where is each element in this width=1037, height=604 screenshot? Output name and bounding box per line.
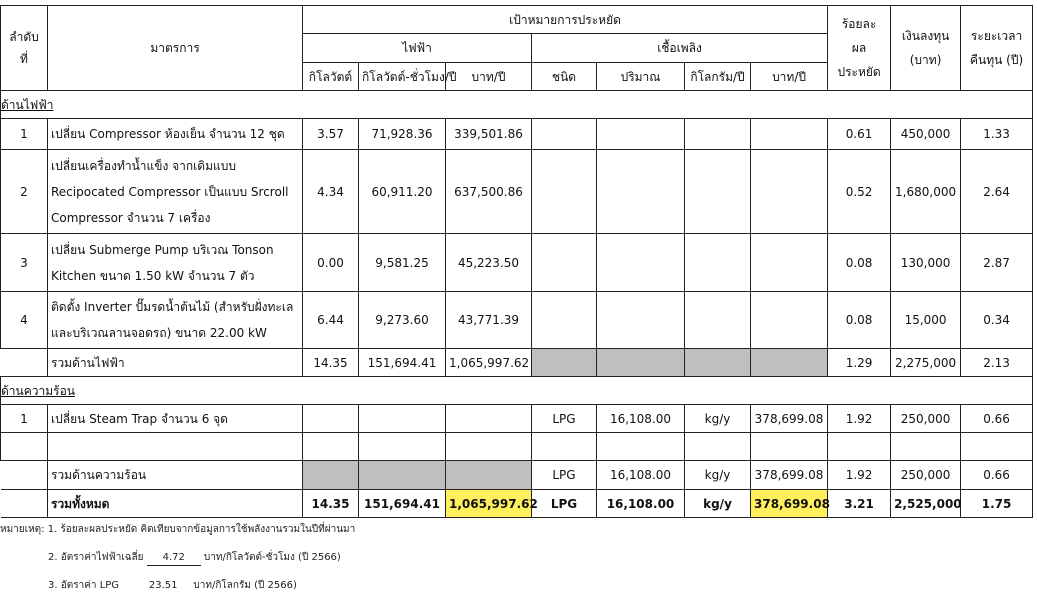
row-invest: 15,000 — [891, 292, 961, 349]
table-row-empty — [1, 433, 1033, 461]
grand-total-payback: 1.75 — [961, 490, 1033, 518]
row-kw: 6.44 — [303, 292, 359, 349]
row-kwh: 71,928.36 — [359, 119, 446, 150]
grand-total-percent: 3.21 — [828, 490, 891, 518]
row-measure: เปลี่ยนเครื่องทำน้ำแข็ง จากเดิมแบบ Recipocated Compressor เป็นแบบ Srcroll Compressor จำนวน 7 เครื่อง — [48, 150, 303, 234]
row-baht: 43,771.39 — [446, 292, 532, 349]
row-measure: เปลี่ยน Steam Trap จำนวน 6 จุด — [48, 405, 303, 433]
note-3-value: 23.51 — [148, 580, 178, 591]
grand-total-kw: 14.35 — [303, 490, 359, 518]
grand-total-type: LPG — [532, 490, 597, 518]
footnotes — [0, 520, 355, 604]
table-row — [1, 150, 1033, 234]
row-kwh: 9,581.25 — [359, 234, 446, 292]
row-invest: 250,000 — [891, 405, 961, 433]
header-measure: มาตรการ — [48, 6, 303, 91]
row-no: 4 — [1, 292, 48, 349]
energy-savings-table — [0, 5, 1033, 518]
grand-total-label: รวมทั้งหมด — [48, 490, 303, 518]
row-no: 1 — [1, 405, 48, 433]
electric-total-percent: 1.29 — [828, 349, 891, 377]
note-2-value: 4.72 — [147, 551, 201, 566]
subheader-baht-fuel: บาท/ปี — [751, 63, 828, 91]
note-3-unit: บาท/กิโลกรัม (ปี 2566) — [193, 580, 297, 591]
row-measure: เปลี่ยน Compressor ห้องเย็น จำนวน 12 ชุด — [48, 119, 303, 150]
heat-total-unit: kg/y — [685, 461, 751, 490]
row-kwh: 9,273.60 — [359, 292, 446, 349]
header-no: ลำดับ ที่ — [1, 6, 48, 91]
table-row — [1, 405, 1033, 433]
row-percent: 0.08 — [828, 292, 891, 349]
electric-total-payback: 2.13 — [961, 349, 1033, 377]
electric-total-kw: 14.35 — [303, 349, 359, 377]
header-invest: เงินลงทุน (บาท) — [891, 6, 961, 91]
subheader-kg-per-year: กิโลกรัม/ปี — [685, 63, 751, 91]
note-3 — [0, 576, 355, 604]
row-payback: 2.64 — [961, 150, 1033, 234]
row-measure: ติดตั้ง Inverter ปั๊มรดน้ำต้นไม้ (สำหรับฝั่งทะเล และบริเวณลานจอดรถ) ขนาด 22.00 kW — [48, 292, 303, 349]
row-no: 2 — [1, 150, 48, 234]
row-fuel-qty: 16,108.00 — [597, 405, 685, 433]
heat-total-invest: 250,000 — [891, 461, 961, 490]
heat-total-payback: 0.66 — [961, 461, 1033, 490]
row-kw: 3.57 — [303, 119, 359, 150]
header-fuel: เชื้อเพลิง — [532, 34, 828, 63]
section-heat-title: ด้านความร้อน — [1, 383, 76, 398]
heat-total-qty: 16,108.00 — [597, 461, 685, 490]
heat-total-label: รวมด้านความร้อน — [48, 461, 303, 490]
heat-total-type: LPG — [532, 461, 597, 490]
heat-total-percent: 1.92 — [828, 461, 891, 490]
note-2-unit: บาท/กิโลวัตต์-ชั่วโมง (ปี 2566) — [203, 552, 341, 563]
subheader-baht-elec: บาท/ปี — [446, 63, 532, 91]
row-percent: 0.52 — [828, 150, 891, 234]
row-baht: 339,501.86 — [446, 119, 532, 150]
electric-total-kwh: 151,694.41 — [359, 349, 446, 377]
note-prefix: หมายเหตุ: — [0, 524, 45, 535]
grand-total-qty: 16,108.00 — [597, 490, 685, 518]
row-fuel-unit: kg/y — [685, 405, 751, 433]
savings-table-sheet — [0, 5, 1032, 518]
subheader-fuel-type: ชนิด — [532, 63, 597, 91]
row-payback: 0.34 — [961, 292, 1033, 349]
row-percent: 1.92 — [828, 405, 891, 433]
row-invest: 130,000 — [891, 234, 961, 292]
note-2-label: 2. อัตราค่าไฟฟ้าเฉลี่ย — [48, 552, 144, 563]
subheader-kw: กิโลวัตต์ — [303, 63, 359, 91]
row-baht: 637,500.86 — [446, 150, 532, 234]
row-kwh: 60,911.20 — [359, 150, 446, 234]
row-invest: 450,000 — [891, 119, 961, 150]
section-heat-row — [1, 377, 1033, 405]
row-kw: 4.34 — [303, 150, 359, 234]
header-payback: ระยะเวลา คืนทุน (ปี) — [961, 6, 1033, 91]
electric-total-invest: 2,275,000 — [891, 349, 961, 377]
electric-total-row — [1, 349, 1033, 377]
row-percent: 0.08 — [828, 234, 891, 292]
note-3-label: 3. อัตราค่า LPG — [48, 580, 120, 591]
electric-total-label: รวมด้านไฟฟ้า — [48, 349, 303, 377]
header-electric: ไฟฟ้า — [303, 34, 532, 63]
row-baht: 45,223.50 — [446, 234, 532, 292]
table-row — [1, 119, 1033, 150]
row-payback: 0.66 — [961, 405, 1033, 433]
grand-total-kwh: 151,694.41 — [359, 490, 446, 518]
note-1 — [0, 520, 355, 548]
grand-total-baht-fuel: 378,699.08 — [751, 490, 828, 518]
row-no: 1 — [1, 119, 48, 150]
grand-total-invest: 2,525,000 — [891, 490, 961, 518]
section-electric-title: ด้านไฟฟ้า — [1, 97, 54, 112]
header-target: เป้าหมายการประหยัด — [303, 6, 828, 34]
row-invest: 1,680,000 — [891, 150, 961, 234]
section-electric-row — [1, 91, 1033, 119]
subheader-kwh: กิโลวัตต์-ชั่วโมง/ปี — [359, 63, 446, 91]
table-row — [1, 234, 1033, 292]
electric-total-baht: 1,065,997.62 — [446, 349, 532, 377]
row-fuel-baht: 378,699.08 — [751, 405, 828, 433]
header-row-1 — [1, 6, 1033, 34]
subheader-fuel-qty: ปริมาณ — [597, 63, 685, 91]
note-2 — [0, 548, 355, 576]
grand-total-unit: kg/y — [685, 490, 751, 518]
note-1-text: 1. ร้อยละผลประหยัด คิดเทียบจากข้อมูลการใช้พลังงานรวมในปีที่ผ่านมา — [47, 524, 356, 535]
table-row — [1, 292, 1033, 349]
row-measure: เปลี่ยน Submerge Pump บริเวณ Tonson Kitchen ขนาด 1.50 kW จำนวน 7 ตัว — [48, 234, 303, 292]
row-no: 3 — [1, 234, 48, 292]
grand-total-baht-elec: 1,065,997.62 — [446, 490, 532, 518]
row-percent: 0.61 — [828, 119, 891, 150]
row-payback: 1.33 — [961, 119, 1033, 150]
header-percent: ร้อยละ ผลประหยัด — [828, 6, 891, 91]
row-payback: 2.87 — [961, 234, 1033, 292]
grand-total-row — [1, 490, 1033, 518]
row-fuel-type: LPG — [532, 405, 597, 433]
row-kw: 0.00 — [303, 234, 359, 292]
heat-total-row — [1, 461, 1033, 490]
heat-total-baht: 378,699.08 — [751, 461, 828, 490]
